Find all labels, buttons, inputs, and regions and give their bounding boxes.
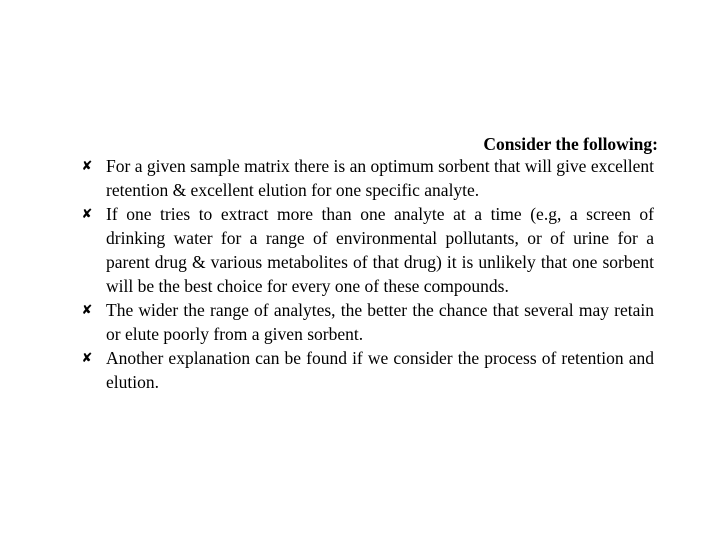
bullet-item-1 bbox=[80, 154, 654, 202]
bullet-text-3: The wider the range of analytes, the better the chance that several may retain or elute poorly from a given sorbent. bbox=[106, 300, 654, 344]
bullet-item-2 bbox=[80, 202, 654, 298]
slide-heading: Consider the following: bbox=[483, 134, 658, 154]
x-mark-icon: ✘ bbox=[81, 302, 93, 317]
x-mark-icon: ✘ bbox=[81, 158, 93, 173]
bullet-text-4: Another explanation can be found if we consider the process of retention and elution. bbox=[106, 348, 654, 392]
bullet-text-1: For a given sample matrix there is an optimum sorbent that will give excellent retention & excellent elution for one specific analyte. bbox=[106, 156, 654, 200]
bullet-item-4 bbox=[80, 346, 654, 394]
bullet-list bbox=[80, 154, 654, 394]
bullet-item-3 bbox=[80, 298, 654, 346]
x-mark-icon: ✘ bbox=[81, 206, 93, 221]
x-mark-icon: ✘ bbox=[81, 350, 93, 365]
bullet-text-2: If one tries to extract more than one analyte at a time (e.g, a screen of drinking water for a range of environmental pollutants, or of urine for a parent drug & various metabolites of that drug) it is unlikely that one sorbent will be the best choice for every one of these compounds. bbox=[106, 204, 654, 296]
